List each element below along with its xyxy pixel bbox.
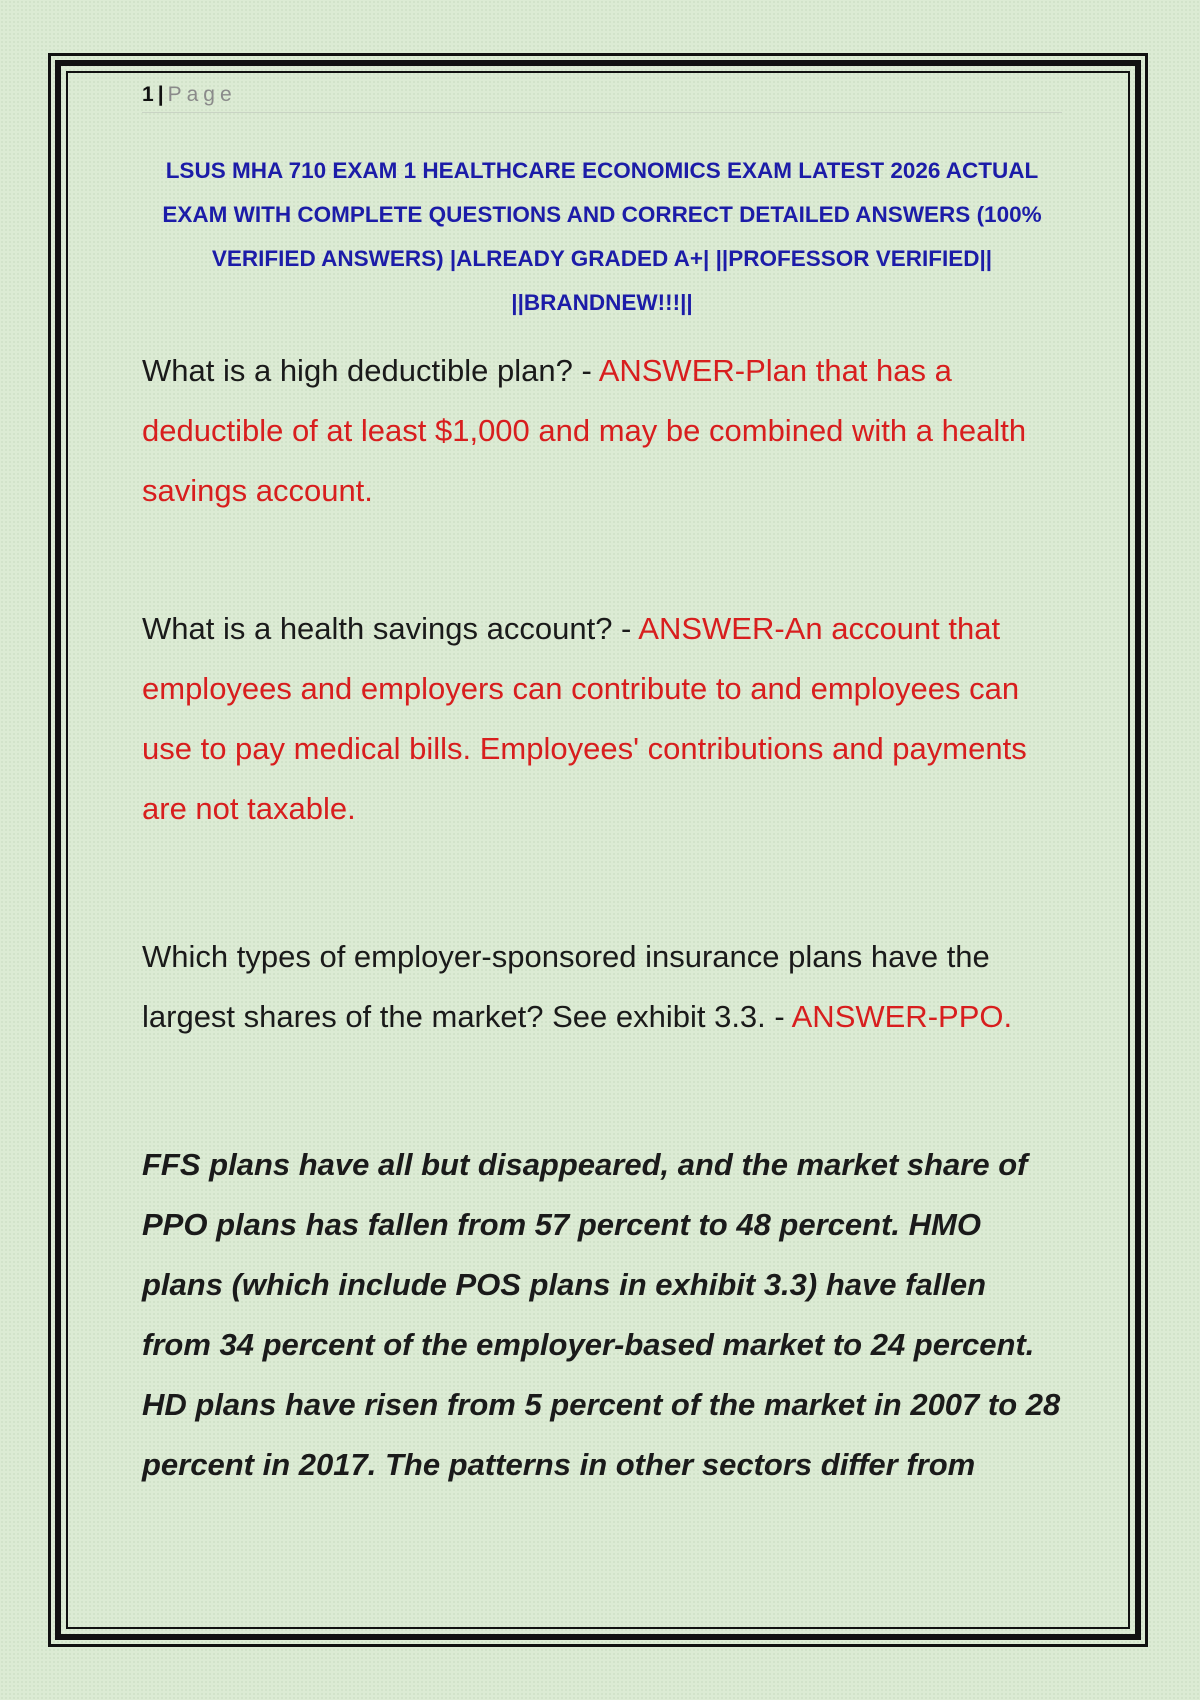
explanation-paragraph: FFS plans have all but disappeared, and the market share of PPO plans has fallen from 57 percent to 48 percent. HMO plans (which include POS plans in exhibit 3.3) have fallen from 34 percent of the employer-based market to 24 percent. HD plans have risen from 5 percent of the market in 2007 to 28 percent in 2017. The patterns in other sectors differ from bbox=[142, 1147, 1061, 1482]
document-page bbox=[142, 78, 1062, 1526]
question-text: What is a high deductible plan? - bbox=[142, 353, 599, 388]
qa-item bbox=[142, 599, 1062, 839]
answer-text: ANSWER-An account that employees and employers can contribute to and employees can use to pay medical bills. Employees' contributions and payments are not taxable. bbox=[142, 611, 1027, 826]
answer-text: ANSWER-Plan that has a deductible of at least $1,000 and may be combined with a health savings account. bbox=[142, 353, 1027, 508]
page-header-separator: | bbox=[157, 83, 164, 106]
question-text: Which types of employer-sponsored insurance plans have the largest shares of the market? See exhibit 3.3. - bbox=[142, 939, 990, 1034]
answer-text: ANSWER-PPO. bbox=[791, 999, 1013, 1034]
page-header bbox=[142, 78, 1062, 113]
page-number: 1 bbox=[142, 83, 154, 106]
question-text: What is a health savings account? - bbox=[142, 611, 639, 646]
page-label: Page bbox=[167, 83, 237, 106]
qa-item bbox=[142, 927, 1062, 1047]
qa-item bbox=[142, 341, 1062, 521]
document-title: LSUS MHA 710 EXAM 1 HEALTHCARE ECONOMICS EXAM LATEST 2026 ACTUAL EXAM WITH COMPLETE QUESTIONS AND CORRECT DETAILED ANSWERS (100% VERIFIED ANSWERS) |ALREADY GRADED A+| ||PROFESSOR VERIFIED|| ||BRANDNEW!!!|| bbox=[162, 158, 1042, 315]
